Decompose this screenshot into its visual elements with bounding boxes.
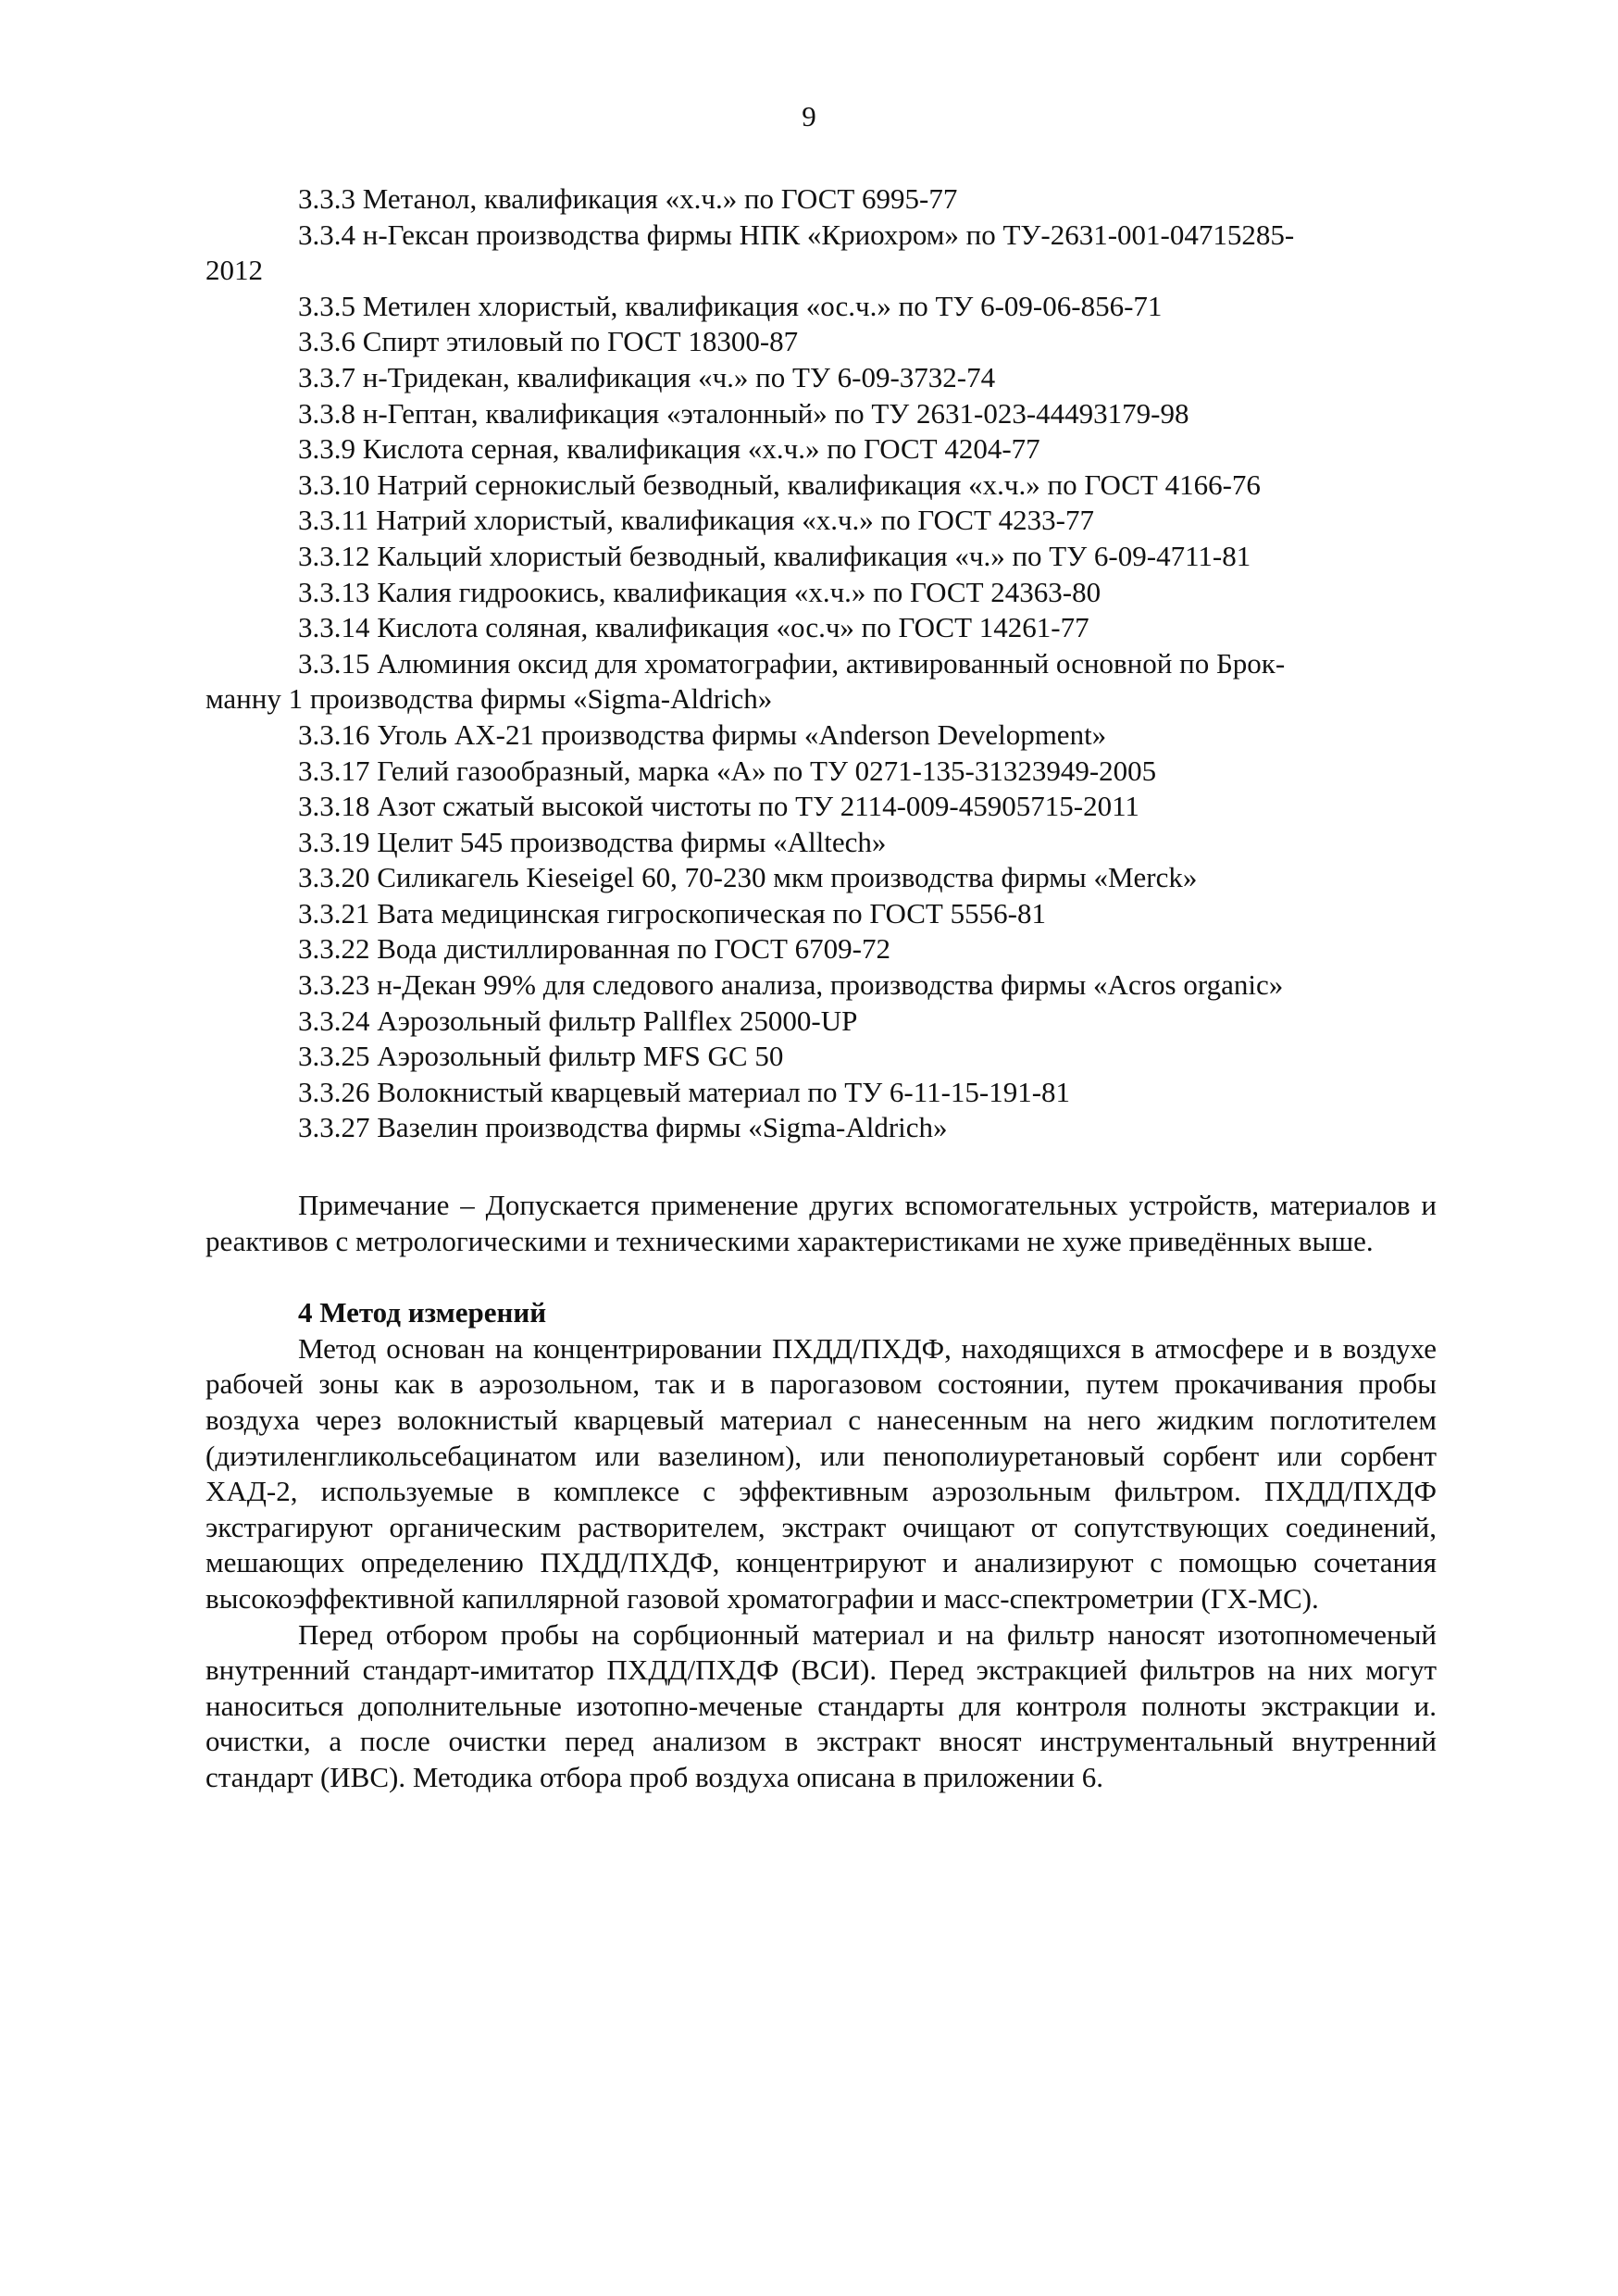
item-number: 3.3.5 <box>298 289 355 322</box>
list-item <box>205 181 1437 218</box>
item-number: 3.3.3 <box>298 182 355 215</box>
item-text: Азот сжатый высокой чистоты по ТУ 2114-009-45905715-2011 <box>377 790 1139 823</box>
item-text: Спирт этиловый по ГОСТ 18300-87 <box>362 325 799 358</box>
item-continuation: 2012 <box>205 254 263 287</box>
method-paragraph: Метод основан на концентрировании ПХДД/ПХДФ, находящихся в атмосфере и в воздухе рабочей зоны как в аэрозольном, так и в парогазовом состоянии, путем прокачивания пробы воздуха через волокнистый кварцевый материал с нанесенным на него жидким поглотителем (диэтиленгликольсебацинатом или вазелином), или пенополиуретановый сорбент или сорбент ХАД-2, используемые в комплексе с эффективным аэрозольным фильтром. ПХДД/ПХДФ экстрагируют органическим растворителем, экстракт очищают от сопутствующих соединений, мешающих определению ПХДД/ПХДФ, концентрируют и анализируют с помощью сочетания высокоэффективной капиллярной газовой хроматографии и масс-спектрометрии (ГХ-МС). <box>205 1331 1437 1615</box>
item-text: н-Тридекан, квалификация «ч.» по ТУ 6-09-3732-74 <box>362 360 996 393</box>
method-paragraph: Перед отбором пробы на сорбционный материал и на фильтр наносят изотопномеченый внутренний стандарт-имитатор ПХДД/ПХДФ (ВСИ). Перед экстракцией фильтров на них могут наноситься дополнительные изотопно-меченые стандарты для контроля полноты экстракции и. очистки, а после очистки перед анализом в экстракт вносят инструментальный внутренний стандарт (ИВС). Методика отбора проб воздуха описана в приложении 6. <box>205 1617 1437 1793</box>
list-item <box>205 468 1437 504</box>
item-continuation: манну 1 производства фирмы «Sigma-Aldrich» <box>205 682 773 716</box>
item-text: Натрий хлористый, квалификация «х.ч.» по ГОСТ 4233-77 <box>376 504 1094 537</box>
item-text: Аэрозольный фильтр MFS GC 50 <box>377 1040 784 1073</box>
list-item <box>205 1075 1437 1111</box>
item-number: 3.3.12 <box>298 539 370 572</box>
list-item <box>205 539 1437 575</box>
list-item <box>205 1004 1437 1040</box>
item-number: 3.3.24 <box>298 1004 370 1037</box>
list-item <box>205 718 1437 754</box>
item-text: н-Гексан производства фирмы НПК «Криохром» по ТУ-2631-001-04715285- <box>362 218 1295 251</box>
item-number: 3.3.23 <box>298 968 370 1002</box>
item-text: Вата медицинская гигроскопическая по ГОСТ 5556-81 <box>377 896 1046 930</box>
item-number: 3.3.7 <box>298 360 355 393</box>
item-text: Натрий сернокислый безводный, квалификация «х.ч.» по ГОСТ 4166-76 <box>377 468 1261 501</box>
item-number: 3.3.8 <box>298 396 355 430</box>
item-number: 3.3.4 <box>298 218 355 251</box>
section-heading: 4 Метод измерений <box>298 1296 547 1329</box>
list-item <box>205 896 1437 932</box>
item-number: 3.3.14 <box>298 611 370 644</box>
item-number: 3.3.18 <box>298 790 370 823</box>
item-text: н-Гептан, квалификация «эталонный» по ТУ 2631-023-44493179-98 <box>362 396 1189 430</box>
list-item <box>205 931 1437 967</box>
item-number: 3.3.26 <box>298 1075 370 1108</box>
item-text: Кислота соляная, квалификация «ос.ч» по ГОСТ 14261-77 <box>377 611 1089 644</box>
list-item <box>205 289 1437 325</box>
list-item <box>205 967 1437 1004</box>
item-number: 3.3.11 <box>298 504 369 537</box>
list-item <box>205 860 1437 896</box>
item-number: 3.3.13 <box>298 575 370 608</box>
item-number: 3.3.22 <box>298 932 370 966</box>
list-item <box>205 575 1437 611</box>
item-text: Целит 545 производства фирмы «Alltech» <box>377 825 887 858</box>
item-text: Гелий газообразный, марка «А» по ТУ 0271-135-31323949-2005 <box>377 754 1157 787</box>
item-number: 3.3.25 <box>298 1040 370 1073</box>
item-text: Калия гидроокись, квалификация «х.ч.» по ГОСТ 24363-80 <box>377 575 1101 608</box>
item-text: Кислота серная, квалификация «х.ч.» по ГОСТ 4204-77 <box>362 432 1040 466</box>
list-item <box>205 431 1437 468</box>
list-item <box>205 503 1437 539</box>
list-item <box>205 218 1437 254</box>
page-number: 9 <box>802 100 816 132</box>
page-body <box>205 181 1437 1796</box>
list-item <box>205 646 1437 682</box>
list-item <box>205 754 1437 790</box>
item-text: Метанол, квалификация «х.ч.» по ГОСТ 6995-77 <box>362 182 958 215</box>
item-number: 3.3.9 <box>298 432 355 466</box>
item-text: Уголь АХ-21 производства фирмы «Anderson Development» <box>377 718 1107 751</box>
list-item <box>205 396 1437 432</box>
item-text: Вода дистиллированная по ГОСТ 6709-72 <box>377 932 890 966</box>
item-number: 3.3.17 <box>298 754 370 787</box>
list-item <box>205 610 1437 646</box>
item-text: Аэрозольный фильтр Pallflex 25000-UP <box>377 1004 858 1037</box>
item-text: Кальций хлористый безводный, квалификация «ч.» по ТУ 6-09-4711-81 <box>377 539 1251 572</box>
list-item <box>205 789 1437 825</box>
list-item <box>205 360 1437 396</box>
list-item <box>205 1110 1437 1146</box>
item-text: Метилен хлористый, квалификация «ос.ч.» по ТУ 6-09-06-856-71 <box>362 289 1163 322</box>
item-number: 3.3.10 <box>298 468 370 501</box>
item-number: 3.3.16 <box>298 718 370 751</box>
item-text: Алюминия оксид для хроматографии, активированный основной по Брок- <box>377 646 1286 680</box>
item-number: 3.3.20 <box>298 861 370 894</box>
item-number: 3.3.6 <box>298 325 355 358</box>
item-number: 3.3.15 <box>298 646 370 680</box>
item-number: 3.3.19 <box>298 825 370 858</box>
item-text: Вазелин производства фирмы «Sigma-Aldrich» <box>377 1111 948 1144</box>
item-text: н-Декан 99% для следового анализа, производства фирмы «Acros organic» <box>377 968 1284 1002</box>
item-number: 3.3.21 <box>298 896 370 930</box>
list-item <box>205 1039 1437 1075</box>
list-item <box>205 324 1437 360</box>
list-item <box>205 825 1437 861</box>
note-paragraph: Примечание – Допускается применение других вспомогательных устройств, материалов и реактивов с метрологическими и техническими характеристиками не хуже приведённых выше. <box>205 1189 1437 1257</box>
reagents-list <box>205 181 1437 1146</box>
item-text: Силикагель Kieseigel 60, 70-230 мкм производства фирмы «Merck» <box>377 861 1198 894</box>
item-number: 3.3.27 <box>298 1111 370 1144</box>
item-text: Волокнистый кварцевый материал по ТУ 6-11-15-191-81 <box>377 1075 1071 1108</box>
